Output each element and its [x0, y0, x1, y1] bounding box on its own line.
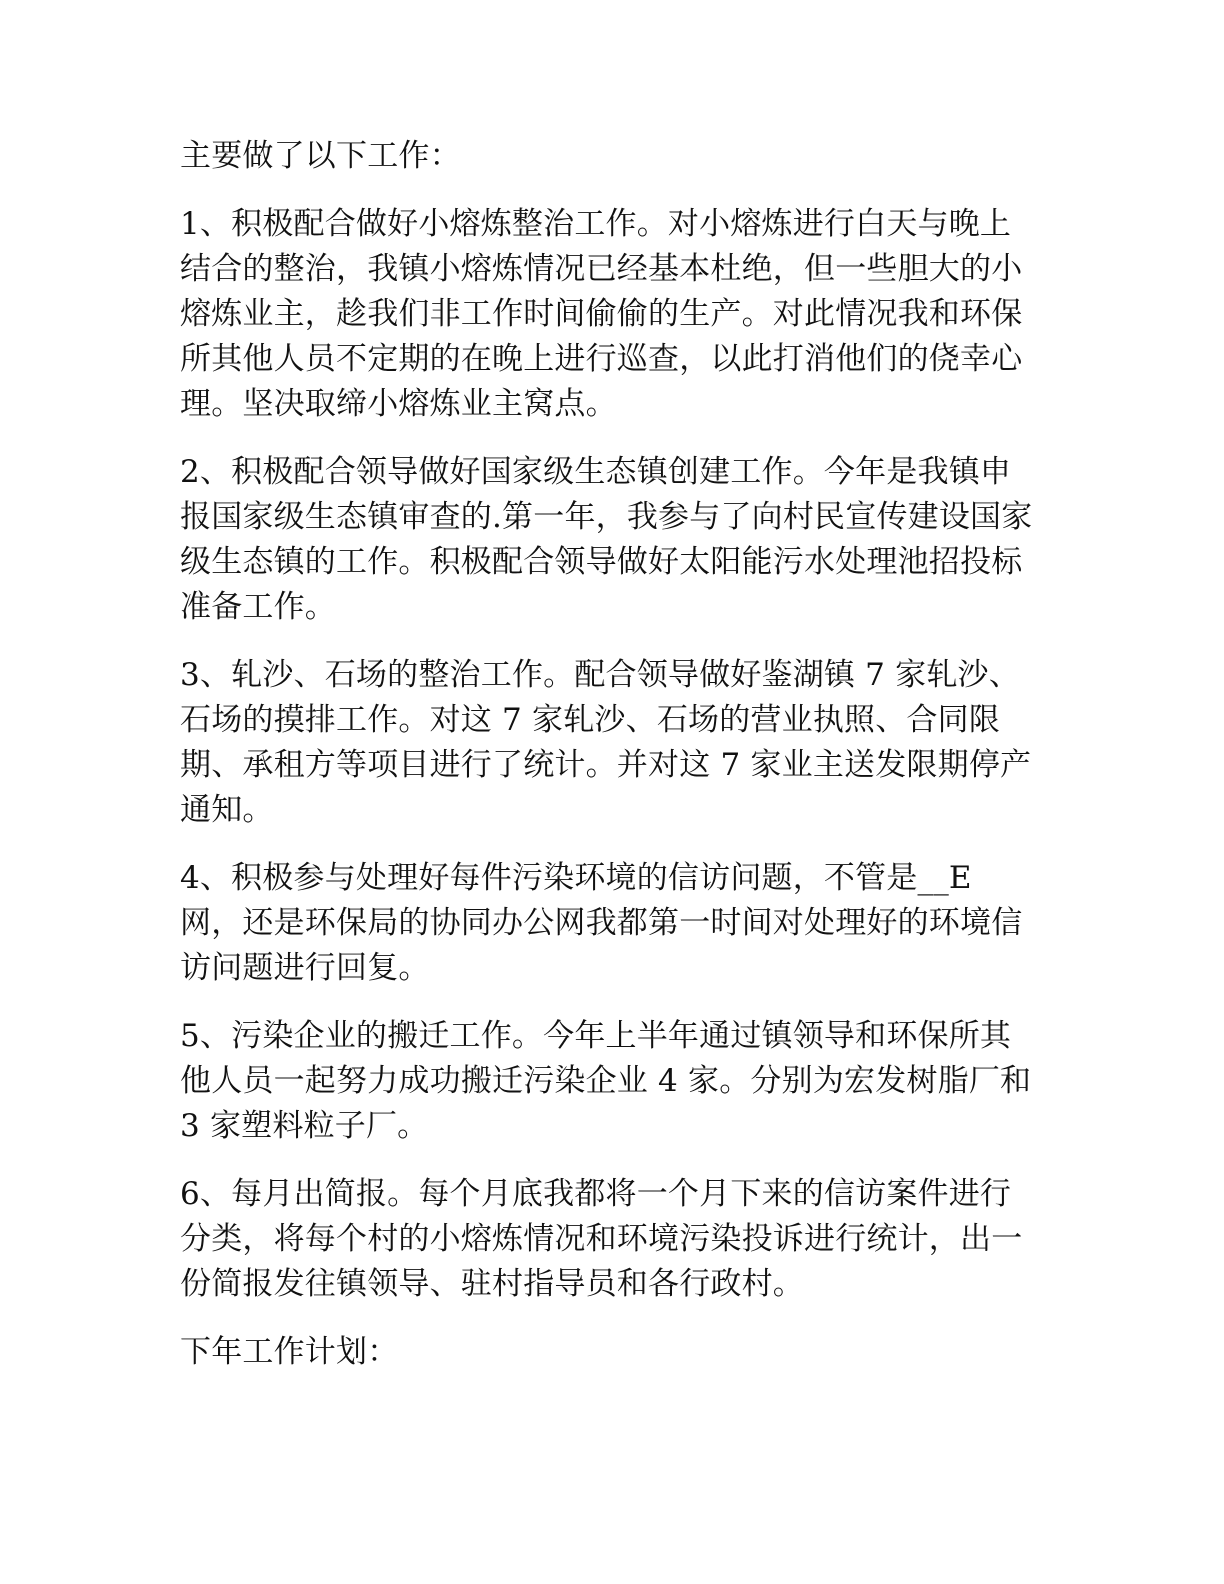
work-item-5: 5、污染企业的搬迁工作。今年上半年通过镇领导和环保所其他人员一起努力成功搬迁污染企业 4 家。分别为宏发树脂厂和 3 家塑料粒子厂。	[180, 1018, 1032, 1144]
work-item-4: 4、积极参与处理好每件污染环境的信访问题，不管是__E 网，还是环保局的协同办公网我都第一时间对处理好的环境信访问题进行回复。	[180, 860, 1023, 986]
work-item-1: 1、积极配合做好小熔炼整治工作。对小熔炼进行白天与晚上结合的整治，我镇小熔炼情况已经基本杜绝，但一些胆大的小熔炼业主，趁我们非工作时间偷偷的生产。对此情况我和环保所其他人员不定期的在晚上进行巡查，以此打消他们的侥幸心理。坚决取缔小熔炼业主窝点。	[180, 206, 1023, 422]
work-item-2: 2、积极配合领导做好国家级生态镇创建工作。今年是我镇申报国家级生态镇审查的.第一年，我参与了向村民宣传建设国家级生态镇的工作。积极配合领导做好太阳能污水处理池招投标准备工作。	[180, 454, 1033, 625]
work-item-6: 6、每月出简报。每个月底我都将一个月下来的信访案件进行分类，将每个村的小熔炼情况和环境污染投诉进行统计，出一份简报发往镇领导、驻村指导员和各行政村。	[180, 1176, 1023, 1302]
plan-heading: 下年工作计划：	[180, 1334, 399, 1370]
intro-heading: 主要做了以下工作：	[180, 138, 461, 174]
document-body	[180, 134, 1040, 1398]
work-item-3: 3、轧沙、石场的整治工作。配合领导做好鉴湖镇 7 家轧沙、石场的摸排工作。对这 7 家轧沙、石场的营业执照、合同限期、承租方等项目进行了统计。并对这 7 家业主送发限期停产通知。	[180, 657, 1032, 828]
